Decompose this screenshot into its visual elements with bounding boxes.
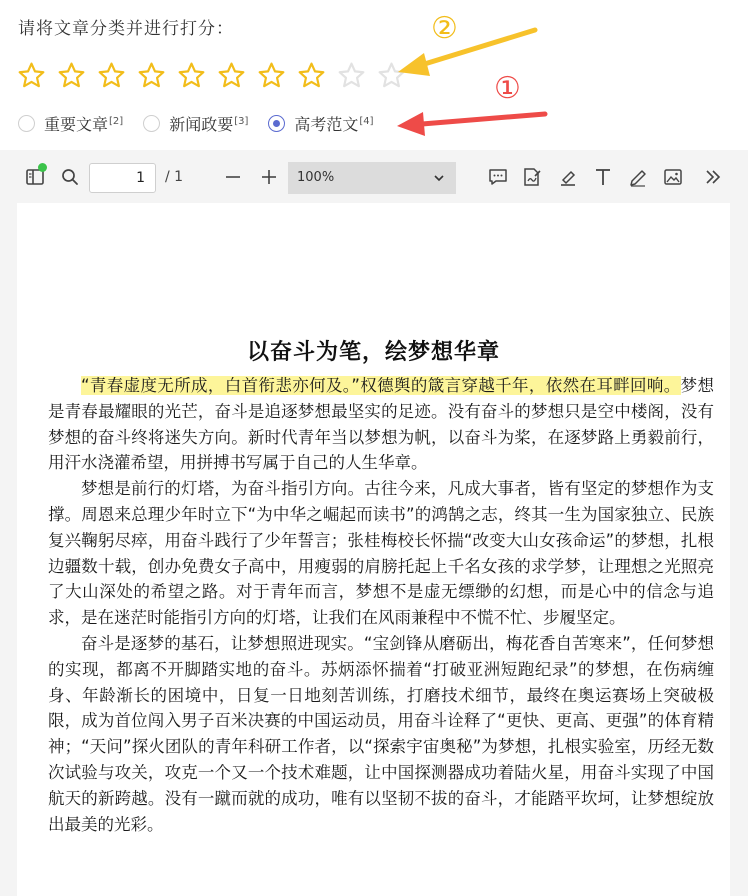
pdf-toolbar [0, 152, 748, 202]
search-icon[interactable] [59, 164, 81, 190]
star-icon[interactable] [297, 58, 337, 92]
radio-label: 高考范文[4] [294, 115, 374, 134]
star-icon[interactable] [97, 58, 137, 92]
category-radio-group [18, 112, 394, 135]
document-body [48, 373, 714, 837]
prompt-text: 请将文章分类并进行打分： [18, 19, 234, 39]
star-icon[interactable] [57, 58, 97, 92]
more-tools-icon[interactable] [702, 164, 724, 190]
radio-label: 重要文章[2] [44, 115, 124, 134]
highlighted-text: “青春虚度无所成，白首衔悲亦何及。”权德舆的箴言穿越千年，依然在耳畔回响。 [81, 376, 681, 395]
radio-circle-icon[interactable] [143, 115, 160, 132]
image-icon[interactable] [662, 164, 684, 190]
page-total: / 1 [165, 169, 184, 185]
draw-icon[interactable] [627, 164, 649, 190]
paragraph: 奋斗是逐梦的基石，让梦想照进现实。“宝剑锋从磨砺出，梅花香自苦寒来”，任何梦想的实现，都离不开脚踏实地的奋斗。苏炳添怀揣着“打破亚洲短跑纪录”的梦想，在伤病缠身、年龄渐长的困境中，日复一日地刻苦训练，打磨技术细节，最终在奥运赛场上突破极限，成为首位闯入男子百米决赛的中国运动员，用奋斗诠释了“更快、更高、更强”的体育精神；“天问”探火团队的青年科研工作者，以“探索宇宙奥秘”为梦想，扎根实验室，历经无数次试验与攻关，攻克一个又一个技术难题，让中国探测器成功着陆火星，用奋斗实现了中国航天的新跨越。没有一蹴而就的成功，唯有以坚韧不拔的奋斗，才能踏平坎坷，让梦想绽放出最美的光彩。 [48, 633, 714, 834]
radio-gaokao-essay[interactable] [268, 112, 373, 135]
paragraph: “青春虚度无所成，白首衔悲亦何及。”权德舆的箴言穿越千年，依然在耳畔回响。梦想是青春最耀眼的光芒，奋斗是追逐梦想最坚实的足迹。没有奋斗的梦想只是空中楼阁，没有梦想的奋斗终将迷失方向。新时代青年当以梦想为帆，以奋斗为桨，在逐梦路上勇毅前行，用汗水浇灌希望，用拼搏书写属于自己的人生华章。 [48, 376, 714, 473]
star-icon[interactable] [177, 58, 217, 92]
zoom-select[interactable] [288, 162, 456, 194]
star-icon[interactable] [337, 58, 377, 92]
radio-circle-icon[interactable] [268, 115, 285, 132]
status-dot [38, 163, 47, 172]
document-page [17, 203, 730, 896]
chevron-down-icon [432, 162, 446, 206]
rating-panel [0, 0, 748, 150]
star-rating[interactable] [17, 58, 417, 92]
star-icon[interactable] [377, 58, 417, 92]
star-icon[interactable] [257, 58, 297, 92]
highlight-icon[interactable] [557, 164, 579, 190]
star-icon[interactable] [17, 58, 57, 92]
radio-circle-icon[interactable] [18, 115, 35, 132]
page-number-input[interactable]: 1 [89, 163, 156, 193]
zoom-value: 100% [297, 170, 335, 185]
zoom-out-icon[interactable] [222, 164, 244, 190]
comment-icon[interactable] [487, 164, 509, 190]
radio-news-politics[interactable] [143, 112, 248, 135]
document-title: 以奋斗为笔，绘梦想华章 [246, 340, 500, 365]
zoom-in-icon[interactable] [258, 164, 280, 190]
annotation-one: ① [494, 71, 521, 106]
star-icon[interactable] [217, 58, 257, 92]
signature-icon[interactable] [521, 164, 543, 190]
radio-label: 新闻政要[3] [169, 115, 249, 134]
annotation-two: ② [431, 11, 458, 46]
text-tool-icon[interactable] [592, 164, 614, 190]
paragraph: 梦想是前行的灯塔，为奋斗指引方向。古往今来，凡成大事者，皆有坚定的梦想作为支撑。周恩来总理少年时立下“为中华之崛起而读书”的鸿鹄之志，终其一生为国家独立、民族复兴鞠躬尽瘁，用奋斗践行了少年誓言；张桂梅校长怀揣“改变大山女孩命运”的梦想，扎根边疆数十载，创办免费女子高中，用瘦弱的肩膀托起上千名女孩的求学梦，让理想之光照亮了大山深处的希望之路。对于青年而言，梦想不是虚无缥缈的幻想，而是心中的信念与追求，是在迷茫时能指引方向的灯塔，让我们在风雨兼程中不慌不忙、步履坚定。 [48, 479, 714, 628]
radio-important-article[interactable] [18, 112, 123, 135]
star-icon[interactable] [137, 58, 177, 92]
